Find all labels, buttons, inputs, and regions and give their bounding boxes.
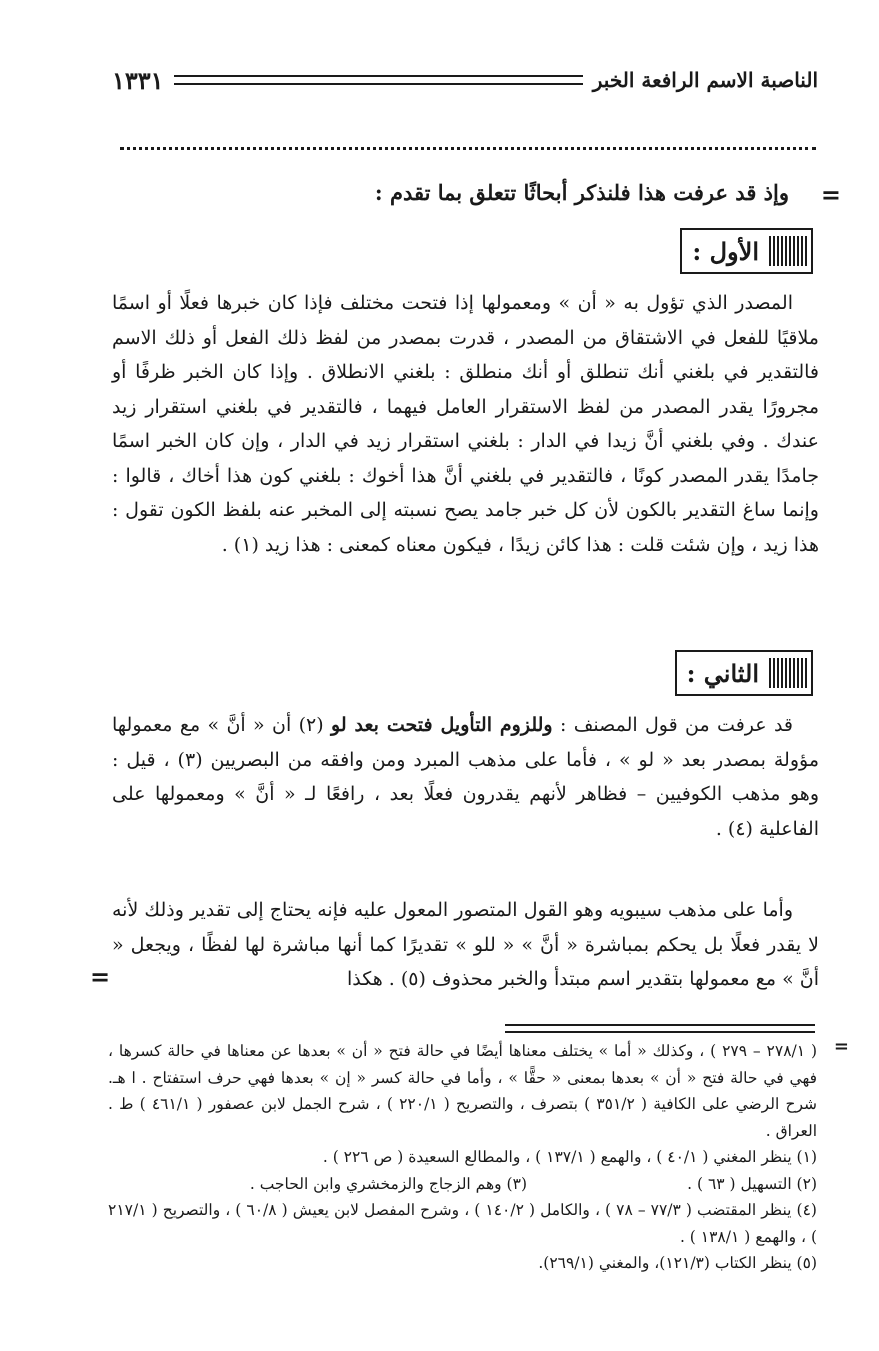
footnote-4: (٤) ينظر المقتضب ( ٧٧/٣ – ٧٨ ) ، والكامل ( ١٤٠/٢ ) ، وشرح المفصل لابن يعيش ( ٦٠/٨ ) ، والتصريح ( ٢١٧/١ ) ، والهمع ( ١٣٨/١ ) .: [108, 1201, 817, 1246]
header-double-rule: [174, 75, 583, 85]
section-heading-second: [675, 650, 813, 696]
paragraph-second-rest: (٢) أن « أنَّ » مع معمولها مؤولة بمصدر بعد « لو » ، فأما على مذهب المبرد ومن وافقه من البصريين (٣) ، قيل : وهو مذهب الكوفيين – فظاهر لأنهم يقدرون فعلًا بعد ، رافعًا لـ « أنَّ » ومعمولها على الفاعلية (٤) .: [112, 714, 819, 840]
running-title: الناصبة الاسم الرافعة الخبر: [592, 68, 818, 92]
footnote-separator: [505, 1024, 815, 1033]
paragraph-second: [112, 708, 819, 846]
paragraph-third: وأما على مذهب سيبويه وهو القول المتصور المعول عليه فإنه يحتاج إلى تقدير وذلك لأنه لا يقدر فعلًا بل يحكم بمباشرة « أنَّ » « للو » تقديرًا كما أنها مباشرة لها لفظًا ، ويجعل « أنَّ » مع معمولها بتقدير اسم مبتدأ والخبر محذوف (٥) . هكذا: [112, 899, 819, 990]
page-number: ١٣٣١: [112, 65, 164, 95]
section-label-first: الأول :: [692, 236, 759, 266]
footnote-1: (١) ينظر المغني ( ٤٠/١ ) ، والهمع ( ١٣٧/١ ) ، والمطالع السعيدة ( ص ٢٢٦ ) .: [322, 1148, 817, 1166]
section-bars-ornament: [767, 236, 807, 266]
paragraph-first: المصدر الذي تؤول به « أن » ومعمولها إذا فتحت مختلف فإذا كان خبرها فعلًا أو اسمًا ملاقيًا للفعل في الاشتقاق من المصدر ، قدرت بمصدر من لفظ ذلك الفعل أو ذلك الاسم فالتقدير في بلغني أنك تنطلق أو أنك منطلق : بلغني الانطلاق . وإذا كان الخبر ظرفًا أو مجرورًا يقدر المصدر من لفظ الاستقرار العامل فيهما ، فالتقدير في بلغني استقرار زيد عندك . وفي بلغني أنَّ زيدا في الدار : بلغني استقرار زيد في الدار ، وإن كان الخبر اسمًا جامدًا يقدر المصدر كونًا ، فالتقدير في بلغني أنَّ هذا أخوك : بلغني كون هذا أخاك ، قالوا : وإنما ساغ التقدير بالكون لأن كل خبر جامد يصح نسبته إلى المخبر عنه بلفظ الكون تقول : هذا زيد ، وإن شئت قلت : هذا كائن زيدًا ، فيكون معناه كمعنى : هذا زيد (١) .: [112, 292, 820, 556]
page-header: [112, 62, 818, 98]
continuation-mark-bottom: =: [90, 962, 111, 991]
footnote-continuation: ( ٢٧٨/١ – ٢٧٩ ) ، وكذلك « أما » يختلف معناها أيضًا في حالة فتح « أن » بعدها عن معناها في حالة كسرها ، فهي في حالة فتح « أن » بعدها بمعنى « حقًّا » ، وأما في حالة كسر « إن » بعدها فهي حرف استفتاح . ا هـ. شرح الرضي على الكافية ( ٣٥١/٢ ) بتصرف ، والتصريح ( ٢٢٠/١ ) ، شرح الجمل لابن عصفور ( ٤٦١/١ ) ط . العراق .: [108, 1042, 817, 1140]
section-label-second: الثاني :: [686, 658, 759, 688]
footnote-5: (٥) ينظر الكتاب (١٢١/٣)، والمغني (٢٦٩/١).: [538, 1254, 817, 1272]
continuation-mark-top: =: [820, 180, 841, 209]
footnote-continuation-mark: =: [833, 1036, 849, 1057]
quoted-author-phrase: وللزوم التأويل فتحت بعد لو: [331, 714, 553, 736]
section-bars-ornament: [767, 658, 807, 688]
paragraph-second-start: قد عرفت من قول المصنف :: [552, 714, 794, 736]
footnotes: [108, 1038, 817, 1277]
footnote-3: (٣) وهم الزجاج والزمخشري وابن الحاجب .: [249, 1174, 527, 1193]
intro-line: وإذ قد عرفت هذا فلنذكر أبحاثًا تتعلق بما تقدم :: [374, 180, 789, 205]
dotted-separator: [120, 147, 816, 150]
footnote-row-2-3: [108, 1171, 817, 1198]
section-heading-first: [680, 228, 813, 274]
footnote-2: (٢) التسهيل ( ٦٣ ) .: [687, 1174, 817, 1193]
